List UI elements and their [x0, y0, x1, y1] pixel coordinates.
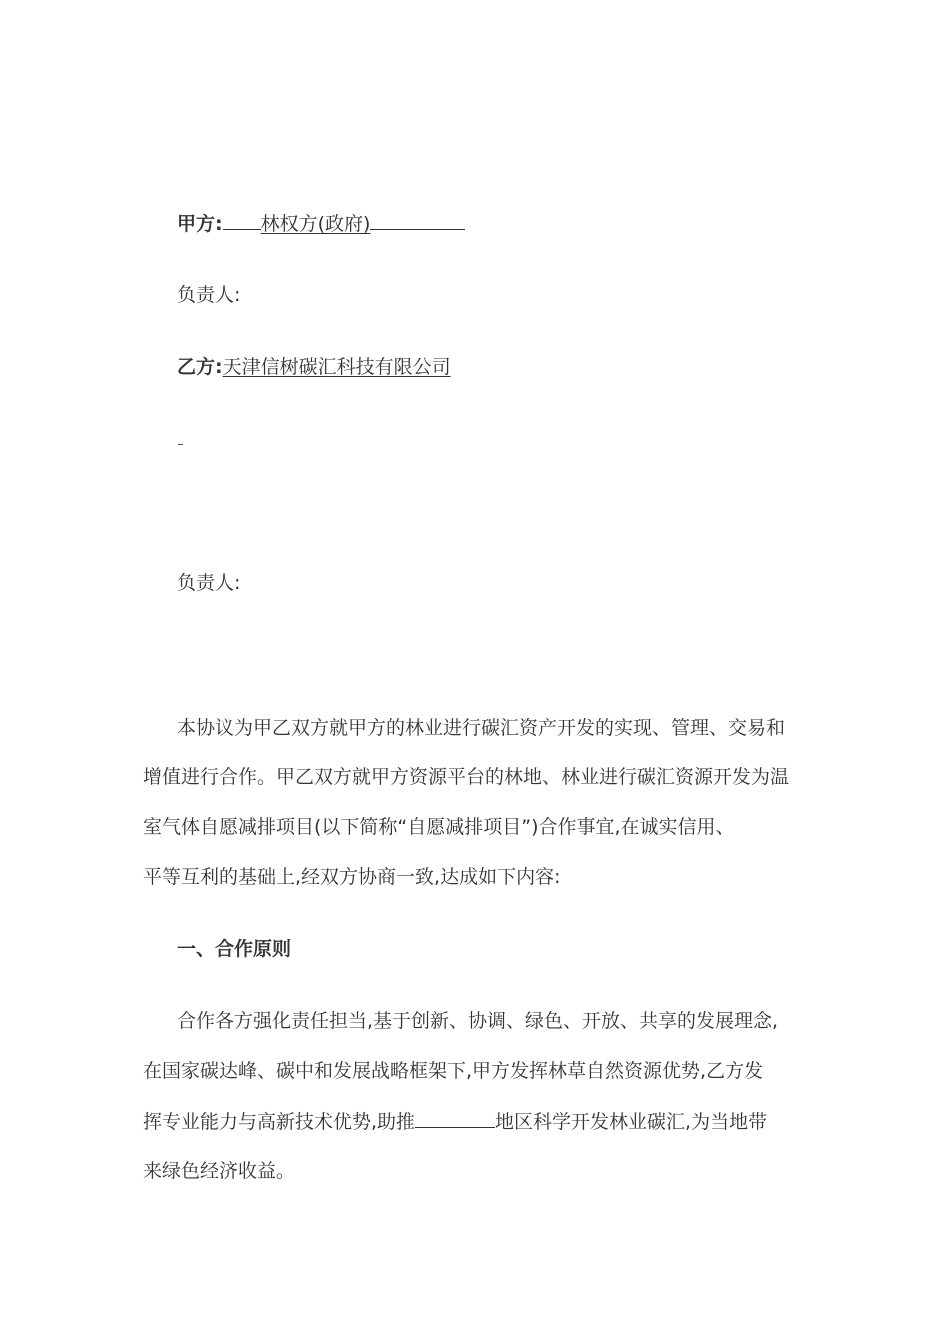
party-a-value[interactable]: 林权方(政府) [260, 213, 371, 235]
party-b-value: 天津信树碳汇科技有限公司 [222, 356, 451, 378]
separator-mark [178, 444, 183, 445]
intro-line-1: 本协议为甲乙双方就甲方的林业进行碳汇资产开发的实现、管理、交易和 [177, 717, 786, 739]
section-1-line-1: 合作各方强化责任担当,基于创新、协调、绿色、开放、共享的发展理念, [177, 1010, 779, 1032]
party-a-line [177, 211, 465, 236]
section-1-line-3 [143, 1109, 767, 1134]
section-1-line-4: 来绿色经济收益。 [143, 1160, 296, 1182]
party-a-label: 甲方: [177, 213, 223, 235]
section-1-line-3-start: 挥专业能力与高新技术优势,助推 [143, 1111, 416, 1133]
region-blank[interactable] [415, 1109, 495, 1128]
intro-line-4: 平等互利的基础上,经双方协商一致,达成如下内容: [143, 866, 561, 888]
party-a-blank-before[interactable] [223, 211, 261, 230]
intro-line-3: 室气体自愿减排项目(以下简称“自愿减排项目”)合作事宜,在诚实信用、 [143, 816, 735, 838]
party-a-blank-after[interactable] [370, 211, 465, 230]
person-a-label: 负责人: [177, 284, 241, 306]
intro-line-2: 增值进行合作。甲乙双方就甲方资源平台的林地、林业进行碳汇资源开发为温 [143, 766, 790, 788]
person-b-label: 负责人: [177, 572, 241, 594]
party-b-label: 乙方: [177, 356, 223, 378]
party-b-line [177, 355, 451, 379]
section-1-line-3-end: 地区科学开发林业碳汇,为当地带 [495, 1111, 768, 1133]
person-a-line [177, 283, 240, 307]
section-1-heading: 一、合作原则 [177, 938, 292, 960]
section-1-line-2: 在国家碳达峰、碳中和发展战略框架下,甲方发挥林草自然资源优势,乙方发 [143, 1060, 764, 1082]
person-b-line [177, 571, 240, 595]
